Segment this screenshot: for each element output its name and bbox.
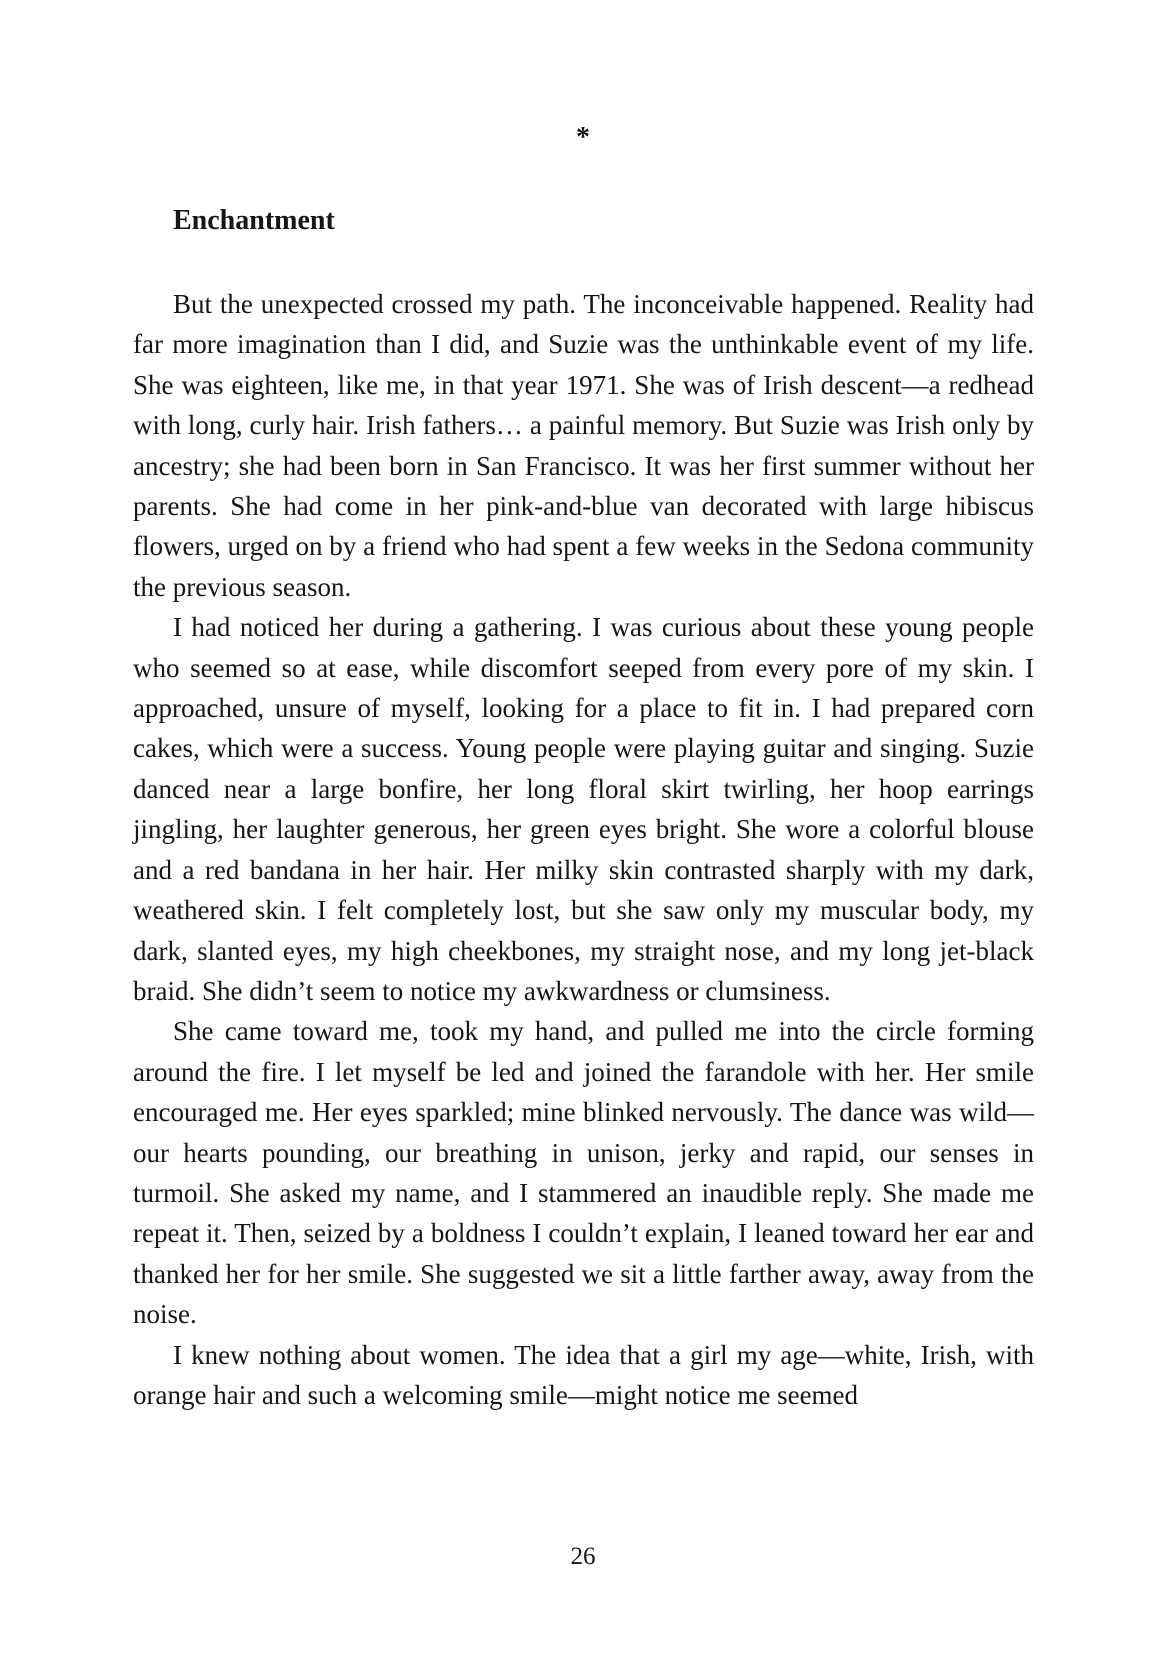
page-number: 26 xyxy=(570,1543,596,1570)
paragraph: But the unexpected crossed my path. The inconceivable happened. Reality had far more imagination than I did, and Suzie was the unthinkable event of my life. She was eighteen, like me, in that year 1971. She was of Irish descent—a redhead with long, curly hair. Irish fathers… a painful memory. But Suzie was Irish only by ancestry; she had been born in San Francisco. It was her first summer without her parents. She had come in her pink-and-blue van decorated with large hibiscus flowers, urged on by a friend who had spent a few weeks in the Sedona community the previous season. xyxy=(133,289,1034,602)
section-title: Enchantment xyxy=(173,205,335,236)
paragraph: I had noticed her during a gathering. I was curious about these young people who seemed so at ease, while discomfort seeped from every pore of my skin. I approached, unsure of myself, looking for a place to fit in. I had prepared corn cakes, which were a success. Young people were playing guitar and singing. Suzie danced near a large bonfire, her long floral skirt twirling, her hoop earrings jingling, her laughter generous, her green eyes bright. She wore a colorful blouse and a red bandana in her hair. Her milky skin contrasted sharply with my dark, weathered skin. I felt completely lost, but she saw only my muscular body, my dark, slanted eyes, my high cheekbones, my straight nose, and my long jet-black braid. She didn’t seem to notice my awkwardness or clumsiness. xyxy=(133,612,1034,1006)
section-separator: * xyxy=(576,122,590,153)
paragraph: She came toward me, took my hand, and pulled me into the circle forming around the fire. I let myself be led and joined the farandole with her. Her smile encouraged me. Her eyes sparkled; mine blinked nervously. The dance was wild—our hearts pounding, our breathing in unison, jerky and rapid, our senses in turmoil. She asked my name, and I stammered an inaudible reply. She made me repeat it. Then, seized by a boldness I couldn’t explain, I leaned toward her ear and thanked her for her smile. She suggested we sit a little farther away, away from the noise. xyxy=(133,1016,1034,1330)
body-text xyxy=(133,284,1034,1415)
paragraph: I knew nothing about women. The idea that a girl my age—white, Irish, with orange hair and such a welcoming smile—might notice me seemed xyxy=(133,1339,1034,1410)
